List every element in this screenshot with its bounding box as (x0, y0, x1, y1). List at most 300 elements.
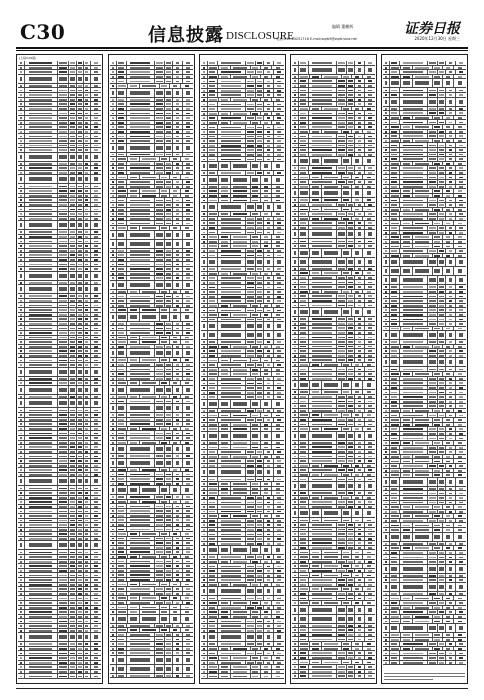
table-cell (91, 308, 101, 312)
table-cell (292, 61, 299, 65)
table-cell (84, 431, 91, 435)
table-cell (264, 349, 274, 353)
table-cell (208, 290, 218, 294)
table-cell (400, 565, 428, 573)
table-cell (231, 98, 251, 102)
table-cell (365, 637, 375, 641)
table-cell (299, 98, 309, 102)
table-cell (446, 624, 456, 632)
table-cell (201, 661, 208, 665)
table-cell (18, 70, 25, 74)
table-cell (69, 450, 76, 454)
table-cell (165, 249, 173, 253)
table-cell (208, 583, 220, 587)
table-cell (347, 331, 355, 335)
table-cell (456, 231, 466, 235)
table-cell (84, 386, 91, 394)
table-cell (390, 226, 400, 230)
table-cell (140, 175, 160, 179)
table-cell (18, 408, 25, 412)
table-cell (77, 523, 84, 527)
table-cell (173, 89, 183, 97)
table-cell (365, 578, 375, 582)
table-cell (383, 70, 390, 74)
table-cell (365, 633, 375, 637)
table-row (110, 486, 193, 495)
table-cell (173, 258, 183, 262)
table-cell (25, 408, 58, 412)
table-cell (183, 472, 193, 476)
table-cell (91, 413, 101, 417)
table-cell (25, 464, 58, 468)
table-row (201, 400, 284, 409)
table-cell (363, 157, 375, 165)
table-cell (208, 240, 220, 244)
table-cell (165, 482, 173, 486)
table-row (201, 258, 284, 267)
table-cell (77, 496, 84, 500)
table-cell (91, 491, 101, 495)
table-cell (446, 143, 456, 147)
table-cell (274, 555, 284, 559)
table-cell (218, 500, 246, 504)
table-row (383, 358, 466, 367)
table-cell (292, 93, 299, 97)
table-cell (446, 166, 456, 170)
table-cell (390, 198, 400, 202)
table-cell (58, 313, 70, 317)
table-cell (208, 61, 218, 65)
table-cell (292, 148, 299, 152)
table-cell (322, 381, 342, 389)
table-cell (365, 171, 375, 175)
table-cell (401, 638, 413, 642)
table-cell (58, 162, 70, 166)
table-cell (25, 418, 58, 422)
table-cell (127, 203, 155, 207)
table-cell (208, 98, 220, 102)
table-cell (91, 194, 101, 198)
table-cell (231, 368, 251, 372)
table-cell (183, 162, 193, 166)
table-cell (219, 358, 231, 362)
table-cell (183, 633, 193, 637)
table-cell (140, 84, 160, 88)
table-cell (84, 207, 91, 211)
table-cell (272, 445, 284, 449)
table-cell (58, 262, 70, 266)
table-cell (18, 514, 25, 518)
table-cell (428, 175, 438, 179)
table-cell (201, 413, 208, 417)
table-cell (155, 75, 165, 79)
table-cell (173, 674, 183, 678)
table-cell (110, 267, 117, 271)
table-cell (155, 559, 165, 563)
table-cell (355, 340, 365, 344)
table-cell (117, 569, 127, 573)
table-cell (400, 491, 428, 495)
table-row (18, 153, 101, 162)
table-cell (181, 615, 193, 623)
table-cell (69, 436, 76, 440)
table-cell (272, 441, 284, 445)
table-cell (337, 477, 347, 481)
table-cell (390, 349, 400, 353)
table-cell (58, 354, 70, 358)
table-cell (201, 198, 208, 202)
table-cell (77, 239, 84, 243)
table-cell (173, 624, 183, 628)
table-cell (18, 569, 25, 573)
table-cell (84, 656, 91, 660)
table-cell (84, 102, 91, 106)
table-cell (208, 198, 220, 202)
table-cell (390, 377, 400, 381)
table-cell (246, 276, 256, 280)
table-cell (443, 345, 455, 349)
table-cell (454, 221, 466, 225)
table-cell (84, 66, 91, 70)
table-cell (274, 130, 284, 134)
table-cell (309, 546, 337, 550)
table-cell (110, 340, 117, 344)
table-cell (342, 601, 352, 605)
table-cell (173, 569, 183, 573)
table-cell (383, 358, 390, 366)
table-cell (77, 408, 84, 412)
table-cell (342, 555, 352, 559)
table-cell (155, 386, 165, 394)
table-cell (454, 79, 466, 87)
table-cell (127, 454, 155, 458)
table-cell (218, 537, 246, 541)
table-cell (69, 468, 76, 472)
table-cell (69, 408, 76, 412)
table-cell (208, 450, 218, 454)
table-cell (446, 134, 456, 138)
table-cell (231, 345, 251, 349)
table-cell (155, 459, 165, 467)
table-cell (299, 203, 309, 207)
table-cell (165, 647, 173, 651)
table-cell (390, 345, 402, 349)
table-cell (18, 294, 25, 298)
table-cell (127, 75, 155, 79)
table-cell (446, 551, 456, 555)
table-cell (208, 546, 220, 554)
table-cell (438, 354, 446, 358)
table-cell (77, 569, 84, 573)
table-cell (272, 560, 284, 564)
table-cell (264, 130, 274, 134)
table-cell (208, 304, 220, 308)
table-cell (201, 121, 208, 125)
table-cell (127, 221, 155, 225)
table-cell (110, 180, 117, 184)
table-cell (183, 212, 193, 216)
table-cell (208, 157, 218, 161)
table-cell (400, 496, 428, 500)
table-cell (58, 450, 70, 454)
table-cell (165, 367, 173, 371)
table-cell (58, 66, 70, 70)
table-cell (18, 363, 25, 367)
table-cell (355, 84, 365, 88)
table-cell (201, 427, 208, 431)
table-cell (264, 587, 274, 595)
table-cell (183, 509, 193, 513)
table-cell (428, 166, 438, 170)
table-cell (110, 111, 117, 115)
table-cell (456, 304, 466, 308)
table-cell (58, 166, 70, 170)
table-cell (77, 212, 84, 216)
table-row (110, 665, 193, 674)
table-cell (347, 482, 355, 490)
table-cell (69, 624, 76, 628)
table-cell (363, 249, 375, 257)
table-cell (433, 505, 443, 509)
table-cell (127, 217, 155, 221)
table-cell (165, 665, 173, 673)
table-cell (342, 473, 352, 477)
table-cell (428, 642, 438, 646)
table-cell (91, 336, 101, 340)
table-cell (208, 532, 218, 536)
table-cell (309, 88, 337, 92)
table-cell (292, 454, 299, 458)
table-cell (77, 61, 84, 65)
table-cell (173, 75, 183, 79)
table-cell (400, 88, 428, 92)
table-cell (58, 340, 70, 344)
table-cell (438, 226, 446, 230)
table-cell (299, 121, 309, 125)
table-row (383, 79, 466, 88)
table-row (110, 231, 193, 240)
table-cell (299, 88, 309, 92)
table-cell (274, 459, 284, 463)
table-cell (309, 377, 337, 381)
table-cell (299, 633, 309, 637)
table-cell (201, 651, 208, 655)
table-cell (383, 198, 390, 202)
table-cell (173, 523, 183, 527)
table-cell (292, 628, 299, 632)
table-cell (428, 390, 438, 394)
table-cell (77, 144, 84, 148)
table-cell (355, 171, 365, 175)
table-cell (181, 175, 193, 179)
table-cell (246, 135, 256, 139)
table-cell (84, 464, 91, 468)
table-cell (218, 84, 246, 88)
table-cell (246, 619, 256, 623)
table-cell (155, 116, 165, 120)
table-cell (160, 194, 170, 198)
table-cell (390, 596, 402, 600)
table-cell (127, 431, 155, 435)
table-cell (438, 153, 446, 157)
table-cell (208, 587, 218, 595)
table-cell (322, 496, 342, 500)
table-cell (18, 93, 25, 97)
table-cell (292, 322, 299, 326)
table-cell (309, 615, 337, 623)
table-cell (201, 532, 208, 536)
table-cell (117, 559, 127, 563)
table-cell (309, 134, 337, 138)
table-cell (18, 601, 25, 605)
table-cell (292, 523, 299, 527)
table-cell (413, 162, 433, 166)
table-cell (428, 413, 438, 417)
table-cell (91, 134, 101, 138)
table-cell (401, 606, 413, 610)
table-cell (251, 670, 261, 674)
table-cell (383, 533, 390, 541)
table-cell (347, 491, 355, 495)
table-cell (165, 573, 173, 577)
table-cell (84, 519, 91, 523)
table-cell (18, 596, 25, 600)
table-cell (219, 413, 231, 417)
table-cell (292, 377, 299, 381)
table-cell (246, 391, 256, 395)
table-cell (446, 111, 456, 115)
table-cell (84, 294, 91, 298)
table-cell (91, 422, 101, 426)
table-cell (428, 574, 438, 578)
table-cell (128, 290, 140, 294)
table-cell (110, 336, 117, 340)
table-cell (69, 258, 76, 262)
table-cell (69, 368, 76, 376)
table-cell (256, 230, 264, 234)
table-cell (309, 454, 337, 458)
table-cell (58, 500, 70, 504)
table-cell (58, 674, 70, 678)
table-cell (309, 303, 337, 307)
table-cell (110, 527, 117, 531)
table-cell (69, 377, 76, 381)
table-cell (201, 560, 208, 564)
table-cell (251, 427, 261, 431)
table-cell (91, 386, 101, 394)
table-cell (292, 665, 299, 669)
table-cell (456, 436, 466, 440)
table-cell (231, 235, 251, 239)
table-cell (91, 184, 101, 188)
table-cell (110, 445, 117, 453)
table-cell (18, 368, 25, 376)
table-row (110, 89, 193, 98)
table-cell (390, 418, 402, 422)
table-cell (264, 276, 274, 280)
table-cell (264, 409, 274, 413)
table-cell (383, 208, 390, 212)
table-cell (438, 519, 446, 523)
table-cell (347, 441, 355, 445)
table-cell (84, 258, 91, 262)
table-cell (454, 505, 466, 509)
table-cell (208, 619, 218, 623)
table-cell (456, 501, 466, 505)
table-cell (219, 583, 231, 587)
table-cell (117, 518, 127, 522)
table-cell (390, 528, 402, 532)
table-cell (443, 528, 455, 532)
table-cell (58, 116, 70, 120)
table-cell (77, 418, 84, 422)
table-cell (383, 432, 390, 436)
table-cell (256, 464, 264, 468)
table-cell (390, 267, 402, 275)
table-cell (201, 258, 208, 266)
table-cell (413, 240, 433, 244)
table-cell (160, 226, 170, 230)
table-cell (390, 75, 402, 79)
table-cell (117, 166, 127, 170)
table-cell (25, 331, 58, 335)
table-cell (363, 390, 375, 394)
table-cell (347, 432, 355, 440)
table-cell (84, 450, 91, 454)
table-cell (261, 112, 273, 116)
table-cell (400, 175, 428, 179)
table-cell (428, 276, 438, 284)
table-cell (58, 541, 70, 549)
table-cell (433, 235, 443, 239)
table-cell (155, 267, 165, 271)
table-cell (456, 642, 466, 646)
table-cell (292, 258, 299, 266)
table-cell (173, 66, 183, 70)
table-cell (183, 546, 193, 550)
table-cell (401, 528, 413, 532)
table-cell (208, 656, 220, 660)
table-cell (292, 354, 299, 358)
table-cell (155, 665, 165, 673)
table-cell (299, 541, 309, 545)
table-cell (256, 496, 264, 500)
table-cell (160, 84, 170, 88)
table-cell (69, 647, 76, 651)
table-cell (84, 184, 91, 188)
table-cell (433, 194, 443, 198)
table-cell (208, 560, 220, 564)
table-cell (208, 89, 218, 93)
table-cell (181, 610, 193, 614)
table-cell (170, 226, 182, 230)
table-cell (310, 130, 322, 134)
table-cell (25, 212, 58, 216)
table-cell (183, 573, 193, 577)
table-cell (201, 79, 208, 83)
table-cell (347, 674, 355, 678)
table-cell (337, 239, 347, 243)
table-cell (264, 532, 274, 536)
table-cell (246, 116, 256, 120)
table-cell (110, 523, 117, 527)
table-cell (413, 619, 433, 623)
table-cell (181, 596, 193, 600)
table-cell (18, 249, 25, 253)
table-cell (84, 326, 91, 330)
table-cell (365, 395, 375, 399)
table-cell (18, 258, 25, 262)
